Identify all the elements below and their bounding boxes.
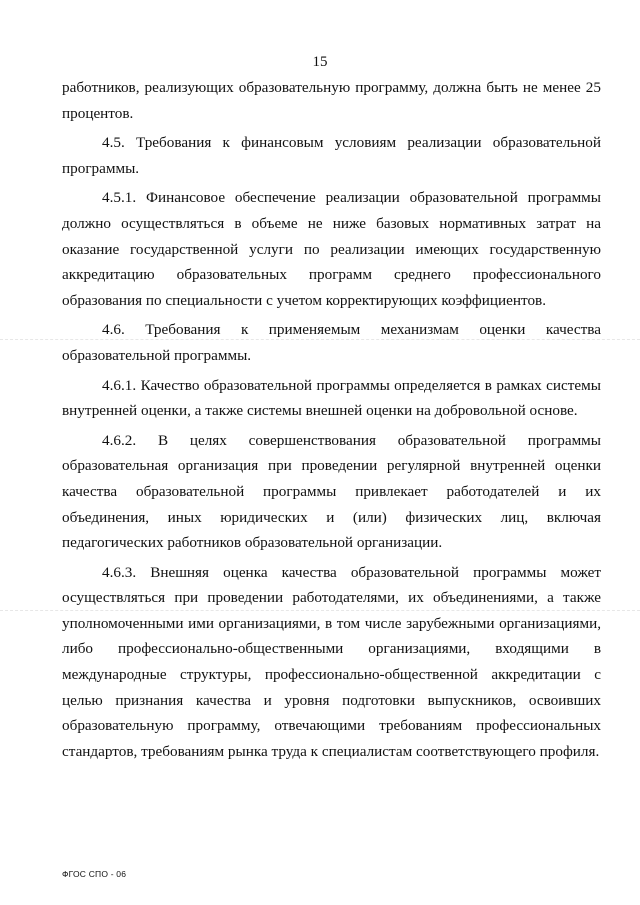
paragraph-4-6: 4.6. Требования к применяемым механизмам оценки качества образовательной программы. [62, 321, 601, 364]
paragraph-4-6-2: 4.6.2. В целях совершенствования образовательной программы образовательная организация при проведении регулярной внутренней оценки качества образовательной программы привлекает работодателей и их объединения, иных юридических и (или) физических лиц, включая педагогических работников образовательной организации. [62, 431, 601, 552]
paragraph-4-6-1: 4.6.1. Качество образовательной программы определяется в рамках системы внутренней оценки, а также системы внешней оценки на добровольной основе. [62, 376, 601, 420]
paragraph-4-5-1: 4.5.1. Финансовое обеспечение реализации образовательной программы должно осуществляться в объеме не ниже базовых нормативных затрат на оказание государственной услуги по реализации имеющих государственную аккредитацию образовательных программ среднего профессионального образования по специальности с учетом корректирующих коэффициентов. [62, 189, 601, 309]
paragraph-4-6-3: 4.6.3. Внешняя оценка качества образовательной программы может осуществляться при проведении работодателями, их объединениями, а также уполномоченными ими организациями, в том числе зарубежными организациями, либо профессионально-общественными организациями, входящими в международные структуры, профессионально-общественной аккредитации с целью признания качества и уровня подготовки выпускников, освоивших образовательную программу, отвечающими требованиям профессиональных стандартов, требованиям рынка труда к специалистам соответствующего профиля. [62, 563, 601, 760]
paragraph-continuation: работников, реализующих образовательную программу, должна быть не менее 25 процентов. [62, 79, 601, 122]
paragraph-4-5: 4.5. Требования к финансовым условиям реализации образовательной программы. [62, 134, 601, 177]
document-body [62, 75, 601, 768]
page-number: 15 [312, 54, 328, 70]
document-footer: ФГОС СПО - 06 [62, 869, 127, 879]
